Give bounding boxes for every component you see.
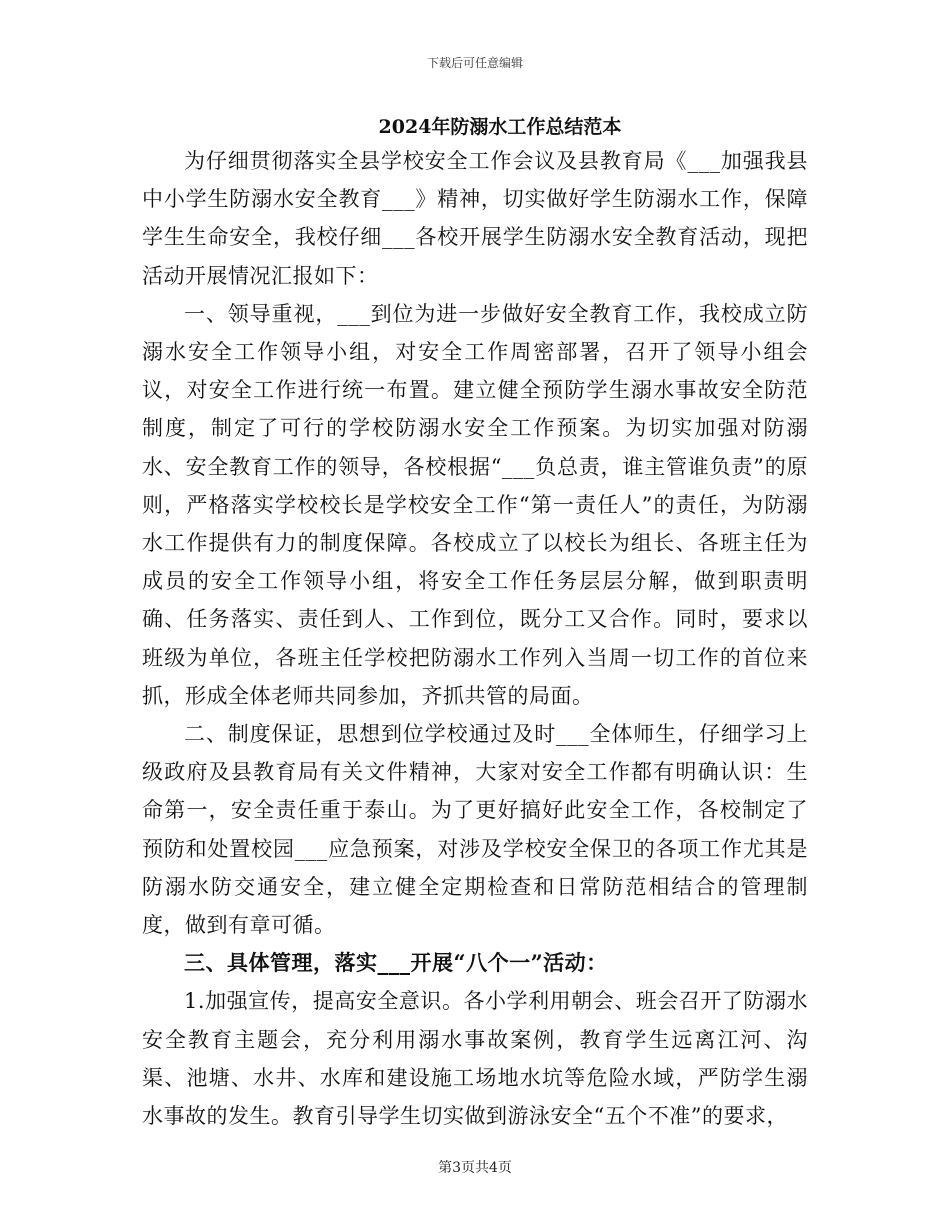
page-header-note: 下载后可任意编辑 [426, 56, 523, 70]
paragraph-intro: 为仔细贯彻落实全县学校安全工作会议及县教育局《___加强我县中小学生防溺水安全教育___》精神，切实做好学生防溺水工作，保障学生生命安全，我校仔细___各校开展学生防溺水安全教育活动，现把活动开展情况汇报如下： [142, 149, 808, 288]
paragraph-section-1: 一、领导重视，___到位为进一步做好安全教育工作，我校成立防溺水安全工作领导小组，对安全工作周密部署，召开了领导小组会议，对安全工作进行统一布置。建立健全预防学生溺水事故安全防范制度，制定了可行的学校防溺水安全工作预案。为切实加强对防溺水、安全教育工作的领导，各校根据“___负总责，谁主管谁负责”的原则，严格落实学校校长是学校安全工作“第一责任人”的责任，为防溺水工作提供有力的制度保障。各校成立了以校长为组长、各班主任为成员的安全工作领导小组，将安全工作任务层层分解，做到职责明确、任务落实、责任到人、工作到位，既分工又合作。同时，要求以班级为单位，各班主任学校把防溺水工作列入当周一切工作的首位来抓，形成全体老师共同参加，齐抓共管的局面。 [142, 301, 808, 708]
document-body [142, 112, 808, 1135]
paragraph-section-2: 二、制度保证，思想到位学校通过及时___全体师生，仔细学习上级政府及县教育局有关文件精神，大家对安全工作都有明确认识：生命第一，安全责任重于泰山。为了更好搞好此安全工作，各校制定了预防和处置校园___应急预案，对涉及学校安全保卫的各项工作尤其是防溺水防交通安全，建立健全定期检查和日常防范相结合的管理制度，做到有章可循。 [142, 722, 808, 938]
document-title: 2024年防溺水工作总结范本 [378, 116, 622, 138]
page-footer-number: 第3页共4页 [438, 1160, 512, 1176]
paragraph-section-3-heading: 三、具体管理，落实___开展“八个一”活动： [184, 950, 608, 976]
paragraph-section-3-item-1: 1.加强宣传，提高安全意识。各小学利用朝会、班会召开了防溺水安全教育主题会，充分利用溺水事故案例，教育学生远离江河、沟渠、池塘、水井、水库和建设施工场地水坑等危险水域，严防学生溺水事故的发生。教育引导学生切实做到游泳安全“五个不准”的要求， [142, 989, 808, 1129]
